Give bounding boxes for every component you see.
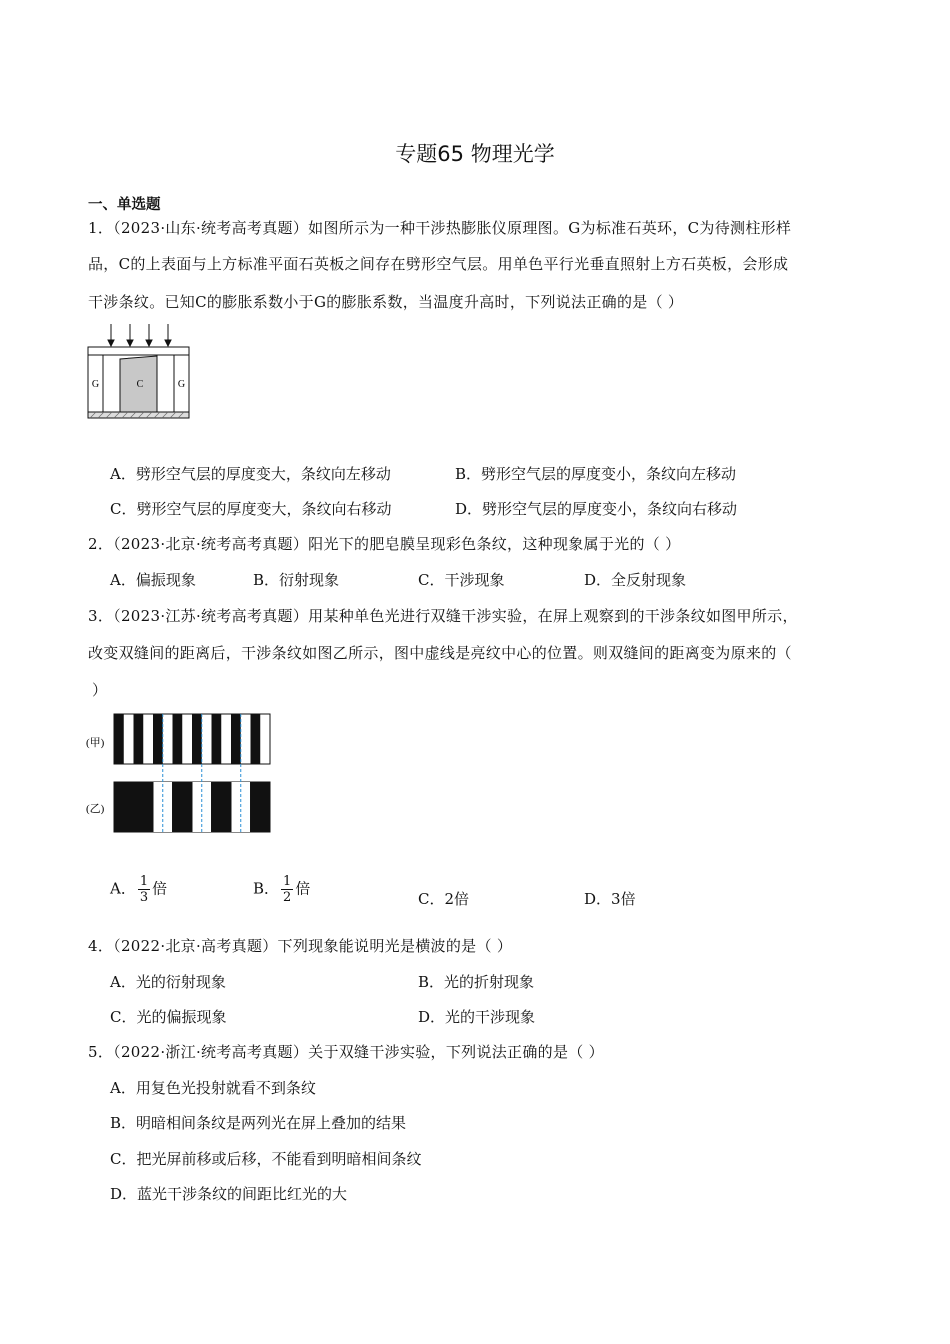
incident-light-arrows: [108, 324, 171, 346]
q2-option-a[interactable]: A．偏振现象: [110, 571, 196, 589]
question-4-stem: 4．（2022·北京·高考真题）下列现象能说明光是横波的是（ ）: [88, 937, 513, 955]
label-yi: (乙): [86, 803, 105, 815]
label-jia: (甲): [86, 737, 105, 749]
q1-option-d[interactable]: D．劈形空气层的厚度变小，条纹向右移动: [455, 500, 738, 518]
dark-fringe: [173, 714, 183, 764]
q5-option-a[interactable]: A．用复色光投射就看不到条纹: [110, 1079, 316, 1097]
label-c: C: [136, 379, 144, 390]
q3-option-d[interactable]: D．3倍: [584, 890, 636, 908]
q2-option-d[interactable]: D．全反射现象: [584, 571, 687, 589]
label-g-right: G: [177, 379, 186, 390]
dark-fringe: [231, 714, 241, 764]
dilatometer-figure: [85, 322, 195, 422]
q3-option-a[interactable]: [110, 874, 167, 905]
q1-option-b[interactable]: B．劈形空气层的厚度变小，条纹向左移动: [455, 465, 737, 483]
q3-option-b-suffix: 倍: [295, 879, 311, 898]
q3-option-b[interactable]: [253, 874, 310, 905]
fraction-denominator: 2: [283, 890, 292, 905]
q4-option-b[interactable]: B．光的折射现象: [418, 973, 535, 991]
q3-option-a-prefix: A．: [110, 879, 136, 898]
q2-option-b[interactable]: B．衍射现象: [253, 571, 340, 589]
dark-fringe: [251, 714, 261, 764]
q3-option-b-prefix: B．: [253, 879, 280, 898]
q1-option-a[interactable]: A．劈形空气层的厚度变大，条纹向左移动: [110, 465, 391, 483]
section-heading: 一、单选题: [88, 196, 161, 213]
q5-option-d[interactable]: D．蓝光干涉条纹的间距比红光的大: [110, 1185, 348, 1203]
question-5-stem: 5．（2022·浙江·统考高考真题）关于双缝干涉实验，下列说法正确的是（ ）: [88, 1043, 604, 1061]
q3-option-c[interactable]: C．2倍: [418, 890, 470, 908]
fraction-numerator: 1: [283, 874, 292, 889]
q5-option-b[interactable]: B．明暗相间条纹是两列光在屏上叠加的结果: [110, 1114, 407, 1132]
q5-option-c[interactable]: C．把光屏前移或后移，不能看到明暗相间条纹: [110, 1150, 422, 1168]
quartz-plate: [88, 347, 189, 355]
page-title: 专题65 物理光学: [395, 142, 555, 166]
q2-option-c[interactable]: C．干涉现象: [418, 571, 505, 589]
question-3-line-3: ）: [92, 681, 108, 699]
dark-fringe: [192, 714, 202, 764]
question-1-line-2: 品，C的上表面与上方标准平面石英板之间存在劈形空气层。用单色平行光垂直照射上方石英板，会形成: [88, 255, 789, 273]
label-g-left: G: [91, 379, 100, 390]
q3-option-a-suffix: 倍: [152, 879, 168, 898]
fraction-one-half: [281, 874, 293, 905]
fringes-jia: [114, 714, 270, 764]
q1-option-c[interactable]: C．劈形空气层的厚度变大，条纹向右移动: [110, 500, 392, 518]
q4-option-a[interactable]: A．光的衍射现象: [110, 973, 226, 991]
q4-option-c[interactable]: C．光的偏振现象: [110, 1008, 227, 1026]
question-1-line-1: 1．（2023·山东·统考高考真题）如图所示为一种干涉热膨胀仪原理图。G为标准石英环，C为待测柱形样: [88, 219, 792, 237]
question-2-stem: 2．（2023·北京·统考高考真题）阳光下的肥皂膜呈现彩色条纹，这种现象属于光的（ ）: [88, 535, 681, 553]
dark-fringe: [114, 714, 124, 764]
fringe-figure: [84, 710, 284, 840]
fraction-denominator: 3: [139, 890, 149, 905]
question-3-line-2: 改变双缝间的距离后，干涉条纹如图乙所示，图中虚线是亮纹中心的位置。则双缝间的距离变为原来的（: [88, 644, 792, 662]
fringes-yi: [114, 782, 270, 832]
q4-option-d[interactable]: D．光的干涉现象: [418, 1008, 536, 1026]
question-3-line-1: 3．（2023·江苏·统考高考真题）用某种单色光进行双缝干涉实验，在屏上观察到的干涉条纹如图甲所示，: [88, 607, 798, 625]
question-1-line-3: 干涉条纹。已知C的膨胀系数小于G的膨胀系数，当温度升高时，下列说法正确的是（ ）: [88, 293, 684, 311]
dark-fringe: [153, 714, 163, 764]
dark-fringe: [134, 714, 144, 764]
dark-fringe: [212, 714, 222, 764]
fraction-numerator: 1: [139, 874, 149, 889]
fraction-one-third: [138, 874, 150, 905]
